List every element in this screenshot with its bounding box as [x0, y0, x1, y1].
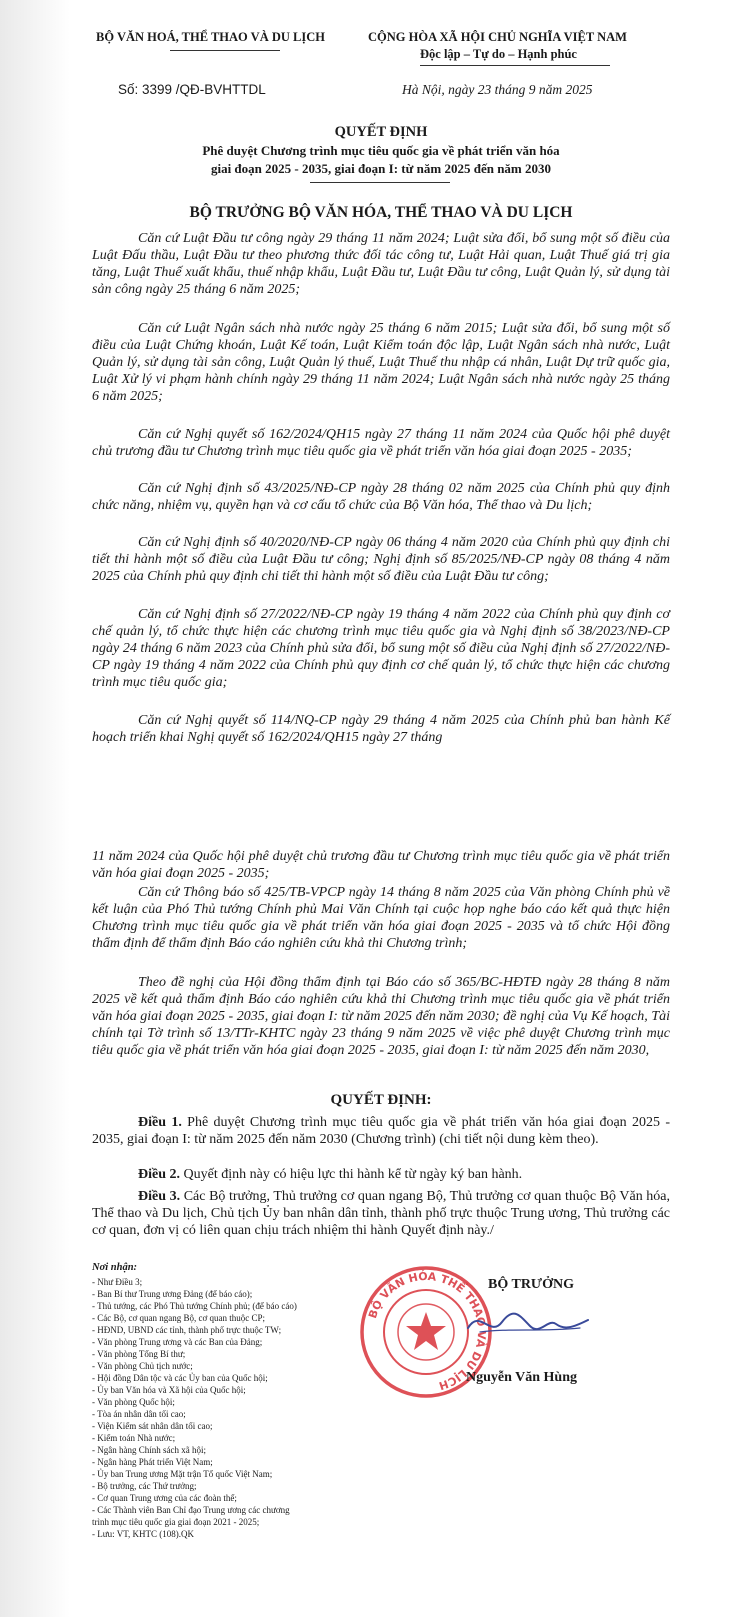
recipient-item: - Bộ trưởng, các Thứ trưởng;	[92, 1481, 197, 1491]
article-1	[92, 1114, 670, 1148]
document-heading: QUYẾT ĐỊNH	[334, 124, 428, 140]
recipient-item: - Như Điều 3;	[92, 1277, 143, 1287]
recipient-item: - Ủy ban Văn hóa và Xã hội của Quốc hội;	[92, 1385, 246, 1395]
recipient-item: - Các Thành viên Ban Chỉ đạo Trung ương các chương	[92, 1505, 290, 1515]
recipient-item: - Văn phòng Quốc hội;	[92, 1397, 175, 1407]
signer-title: BỘ TRƯỞNG	[488, 1277, 574, 1292]
legal-basis-5: Căn cứ Nghị định số 40/2020/NĐ-CP ngày 06 tháng 4 năm 2020 của Chính phủ quy định chi tiết thi hành một số điều của Luật Đầu tư công; Nghị định số 85/2025/NĐ-CP ngày 08 tháng 4 năm 2025 của Chính phủ quy định chi tiết thi hành một số điều của Luật Đầu tư công;	[92, 535, 670, 584]
recipient-item: - Văn phòng Chủ tịch nước;	[92, 1361, 193, 1371]
document-subtitle-line1: Phê duyệt Chương trình mục tiêu quốc gia về phát triển văn hóa	[202, 143, 560, 158]
issuing-authority: BỘ TRƯỞNG BỘ VĂN HÓA, THỂ THAO VÀ DU LỊCH	[189, 204, 573, 221]
article-3	[92, 1188, 670, 1239]
recipient-item: - Các Bộ, cơ quan ngang Bộ, cơ quan thuộc CP;	[92, 1313, 265, 1323]
legal-basis-7-continued: 11 năm 2024 của Quốc hội phê duyệt chủ trương đầu tư Chương trình mục tiêu quốc gia về phát triển văn hóa giai đoạn 2025 - 2035;	[92, 849, 670, 881]
recipients-list	[92, 1276, 392, 1540]
recipient-item: - Ngân hàng Phát triển Việt Nam;	[92, 1457, 213, 1467]
legal-basis-7: Căn cứ Nghị quyết số 114/NQ-CP ngày 29 tháng 4 năm 2025 của Chính phủ ban hành Kế hoạch triển khai Nghị quyết số 162/2024/QH15 ngày 27 tháng	[92, 713, 670, 745]
signer-name: Nguyễn Văn Hùng	[466, 1370, 578, 1385]
article-2	[92, 1166, 670, 1183]
recipient-item: - Ban Bí thư Trung ương Đảng (để báo cáo);	[92, 1289, 253, 1299]
recipient-item: - Văn phòng Trung ương và các Ban của Đảng;	[92, 1337, 263, 1347]
article-1-text: Phê duyệt Chương trình mục tiêu quốc gia về phát triển văn hóa giai đoạn 2025 - 2035, giai đoạn I: từ năm 2025 đến năm 2030 (Chương trình) (chi tiết nội dung kèm theo).	[92, 1115, 671, 1147]
article-1-label: Điều 1.	[138, 1115, 182, 1130]
article-3-text: Các Bộ trưởng, Thủ trưởng cơ quan ngang Bộ, Thủ trưởng cơ quan thuộc Bộ Văn hóa, Thể thao và Du lịch, Chủ tịch Ủy ban nhân dân tỉnh, thành phố trực thuộc Trung ương, Thủ trưởng các cơ quan, đơn vị có liên quan chịu trách nhiệm thi hành Quyết định này./	[92, 1189, 671, 1238]
handwritten-signature	[460, 1298, 600, 1348]
recipient-item: - Tòa án nhân dân tối cao;	[92, 1409, 186, 1419]
scan-margin-shade	[0, 0, 70, 1617]
ministry-underline	[170, 50, 280, 51]
legal-basis-3: Căn cứ Nghị quyết số 162/2024/QH15 ngày 27 tháng 11 năm 2024 của Quốc hội phê duyệt chủ trương đầu tư Chương trình mục tiêu quốc gia về phát triển văn hóa giai đoạn 2025 - 2035;	[92, 427, 670, 459]
legal-basis-8: Căn cứ Thông báo số 425/TB-VPCP ngày 14 tháng 8 năm 2025 của Văn phòng Chính phủ về kết luận của Phó Thủ tướng Chính phủ Mai Văn Chính tại cuộc họp nghe báo cáo kết quả thực hiện Chương trình mục tiêu quốc gia về phát triển văn hóa giai đoạn 2025 - 2035 và tổ chức Hội đồng thẩm định để thẩm định Báo cáo nghiên cứu khả thi Chương trình;	[92, 885, 670, 951]
article-2-label: Điều 2.	[138, 1167, 180, 1182]
article-3-label: Điều 3.	[138, 1189, 181, 1204]
ministry-name: BỘ VĂN HOÁ, THỂ THAO VÀ DU LỊCH	[96, 30, 325, 44]
legal-basis-4: Căn cứ Nghị định số 43/2025/NĐ-CP ngày 28 tháng 02 năm 2025 của Chính phủ quy định chức năng, nhiệm vụ, quyền hạn và cơ cấu tổ chức của Bộ Văn hóa, Thể thao và Du lịch;	[92, 481, 670, 513]
recipient-item: - Kiểm toán Nhà nước;	[92, 1433, 176, 1443]
legal-basis-1: Căn cứ Luật Đầu tư công ngày 29 tháng 11 năm 2024; Luật sửa đổi, bổ sung một số điều của Luật Đấu thầu, Luật Đầu tư theo phương thức đối tác công tư, Luật Hải quan, Luật Thuế giá trị gia tăng, Luật Thuế xuất khẩu, thuế nhập khẩu, Luật Đầu tư, Luật Đầu tư công, Luật Quản lý, sử dụng tài sản công ngày 25 tháng 6 năm 2025;	[92, 231, 670, 297]
legal-basis-2: Căn cứ Luật Ngân sách nhà nước ngày 25 tháng 6 năm 2015; Luật sửa đổi, bổ sung một số điều của Luật Chứng khoán, Luật Kế toán, Luật Kiểm toán độc lập, Luật Ngân sách nhà nước, Luật Quản lý, sử dụng tài sản công, Luật Quản lý thuế, Luật Thuế thu nhập cá nhân, Luật Dự trữ quốc gia, Luật Xử lý vi phạm hành chính ngày 29 tháng 11 năm 2024; Luật Ngân sách nhà nước ngày 25 tháng 6 năm 2025;	[92, 321, 670, 404]
legal-basis-9: Theo đề nghị của Hội đồng thẩm định tại Báo cáo số 365/BC-HĐTĐ ngày 28 tháng 8 năm 2025 về kết quả thẩm định Báo cáo nghiên cứu khả thi Chương trình mục tiêu quốc gia về phát triển văn hóa giai đoạn 2025 - 2035, giai đoạn I: từ năm 2025 đến năm 2030; đề nghị của Vụ Kế hoạch, Tài chính tại Tờ trình số 13/TTr-KHTC ngày 23 tháng 9 năm 2025 về việc phê duyệt Chương trình mục tiêu quốc gia về phát triển văn hóa giai đoạn 2025 - 2035, giai đoạn I: từ năm 2025 đến năm 2030,	[92, 975, 670, 1058]
recipient-item: - Hội đồng Dân tộc và các Ủy ban của Quốc hội;	[92, 1373, 268, 1383]
legal-basis-6: Căn cứ Nghị định số 27/2022/NĐ-CP ngày 19 tháng 4 năm 2022 của Chính phủ quy định cơ chế quản lý, tổ chức thực hiện các chương trình mục tiêu quốc gia và Nghị định số 38/2023/NĐ-CP ngày 24 tháng 6 năm 2023 của Chính phủ sửa đổi, bổ sung một số điều của Nghị định số 27/2022/NĐ-CP ngày 19 tháng 4 năm 2022 của Chính phủ quy định cơ chế quản lý, tổ chức thực hiện các chương trình mục tiêu quốc gia;	[92, 607, 670, 690]
recipient-item: - Viện Kiểm sát nhân dân tối cao;	[92, 1421, 213, 1431]
recipient-item: - Văn phòng Tổng Bí thư;	[92, 1349, 186, 1359]
seal-text: BỘ VĂN HÓA THỂ THAO VÀ DU LỊCH	[366, 1269, 489, 1393]
recipient-item: - Ngân hàng Chính sách xã hội;	[92, 1445, 206, 1455]
national-motto: Độc lập – Tự do – Hạnh phúc	[420, 47, 577, 61]
recipient-item: trình mục tiêu quốc gia giai đoạn 2021 - 2025;	[92, 1517, 260, 1527]
decision-number: Số: 3399 /QĐ-BVHTTDL	[118, 82, 266, 97]
recipient-item: - Thủ tướng, các Phó Thủ tướng Chính phủ; (để báo cáo)	[92, 1301, 297, 1311]
recipient-item: - Cơ quan Trung ương của các đoàn thể;	[92, 1493, 237, 1503]
recipient-item: - Ủy ban Trung ương Mặt trận Tổ quốc Việt Nam;	[92, 1469, 273, 1479]
article-2-text: Quyết định này có hiệu lực thi hành kể từ ngày ký ban hành.	[180, 1167, 523, 1182]
place-date: Hà Nội, ngày 23 tháng 9 năm 2025	[402, 82, 593, 97]
recipient-item: - HĐND, UBND các tỉnh, thành phố trực thuộc TW;	[92, 1325, 282, 1335]
decision-heading: QUYẾT ĐỊNH:	[330, 1092, 432, 1108]
title-underline	[310, 182, 450, 183]
republic-name: CỘNG HÒA XÃ HỘI CHỦ NGHĨA VIỆT NAM	[368, 30, 627, 44]
recipients-label: Nơi nhận:	[92, 1262, 138, 1273]
recipient-item: - Lưu: VT, KHTC (108).QK	[92, 1529, 195, 1539]
motto-underline	[420, 65, 610, 66]
document-subtitle-line2: giai đoạn 2025 - 2035, giai đoạn I: từ năm 2025 đến năm 2030	[210, 161, 552, 176]
